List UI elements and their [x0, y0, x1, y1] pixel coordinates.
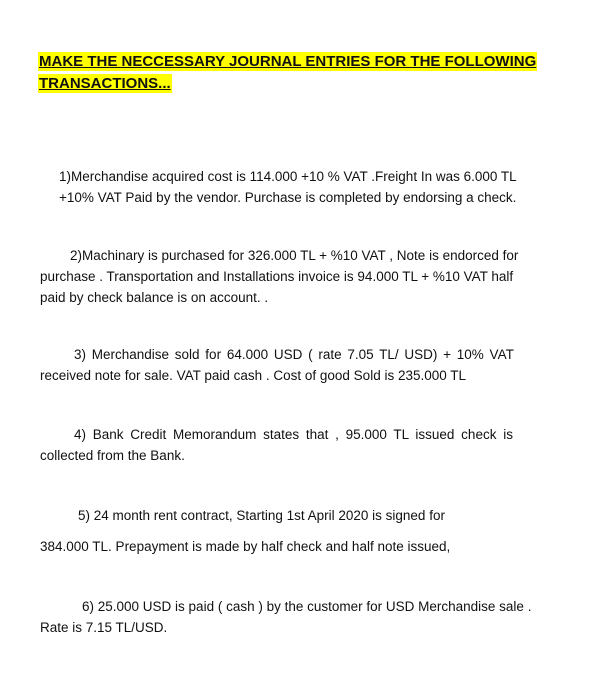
transaction-2-line-1: 2)Machinary is purchased for 326.000 TL + %10 VAT , Note is endorced for — [70, 248, 519, 263]
transaction-6-line-2: Rate is 7.15 TL/USD. — [40, 620, 168, 635]
transaction-4-line-1: 4) Bank Credit Memorandum states that , 95.000 TL issued check is — [74, 427, 513, 442]
transaction-6 — [40, 596, 570, 638]
transaction-6-line-1: 6) 25.000 USD is paid ( cash ) by the customer for USD Merchandise sale . — [82, 599, 532, 614]
transaction-3 — [40, 344, 560, 386]
transaction-5-line-2: 384.000 TL. Prepayment is made by half check and half note issued, — [40, 539, 451, 554]
transaction-4-line-2: collected from the Bank. — [40, 448, 185, 463]
transaction-2-line-2: purchase . Transportation and Installations invoice is 94.000 TL + %10 VAT half — [40, 269, 514, 284]
transaction-4 — [40, 424, 560, 466]
transaction-1 — [59, 166, 559, 208]
transaction-1-line-1: 1)Merchandise acquired cost is 114.000 +10 % VAT .Freight In was 6.000 TL — [59, 169, 517, 184]
heading-line-2: TRANSACTIONS... — [39, 75, 171, 92]
transaction-3-line-1: 3) Merchandise sold for 64.000 USD ( rate 7.05 TL/ USD) + 10% VAT — [74, 347, 514, 362]
transaction-5 — [40, 505, 560, 557]
transaction-2 — [40, 245, 560, 308]
transaction-1-line-2: +10% VAT Paid by the vendor. Purchase is completed by endorsing a check. — [59, 190, 517, 205]
transaction-5-line-1: 5) 24 month rent contract, Starting 1st April 2020 is signed for — [78, 508, 445, 523]
heading-line-1: MAKE THE NECCESSARY JOURNAL ENTRIES FOR THE FOLLOWING — [39, 53, 537, 70]
transaction-2-line-3: paid by check balance is on account. . — [40, 290, 269, 305]
transaction-3-line-2: received note for sale. VAT paid cash . Cost of good Sold is 235.000 TL — [40, 368, 467, 383]
page-heading — [38, 51, 558, 95]
